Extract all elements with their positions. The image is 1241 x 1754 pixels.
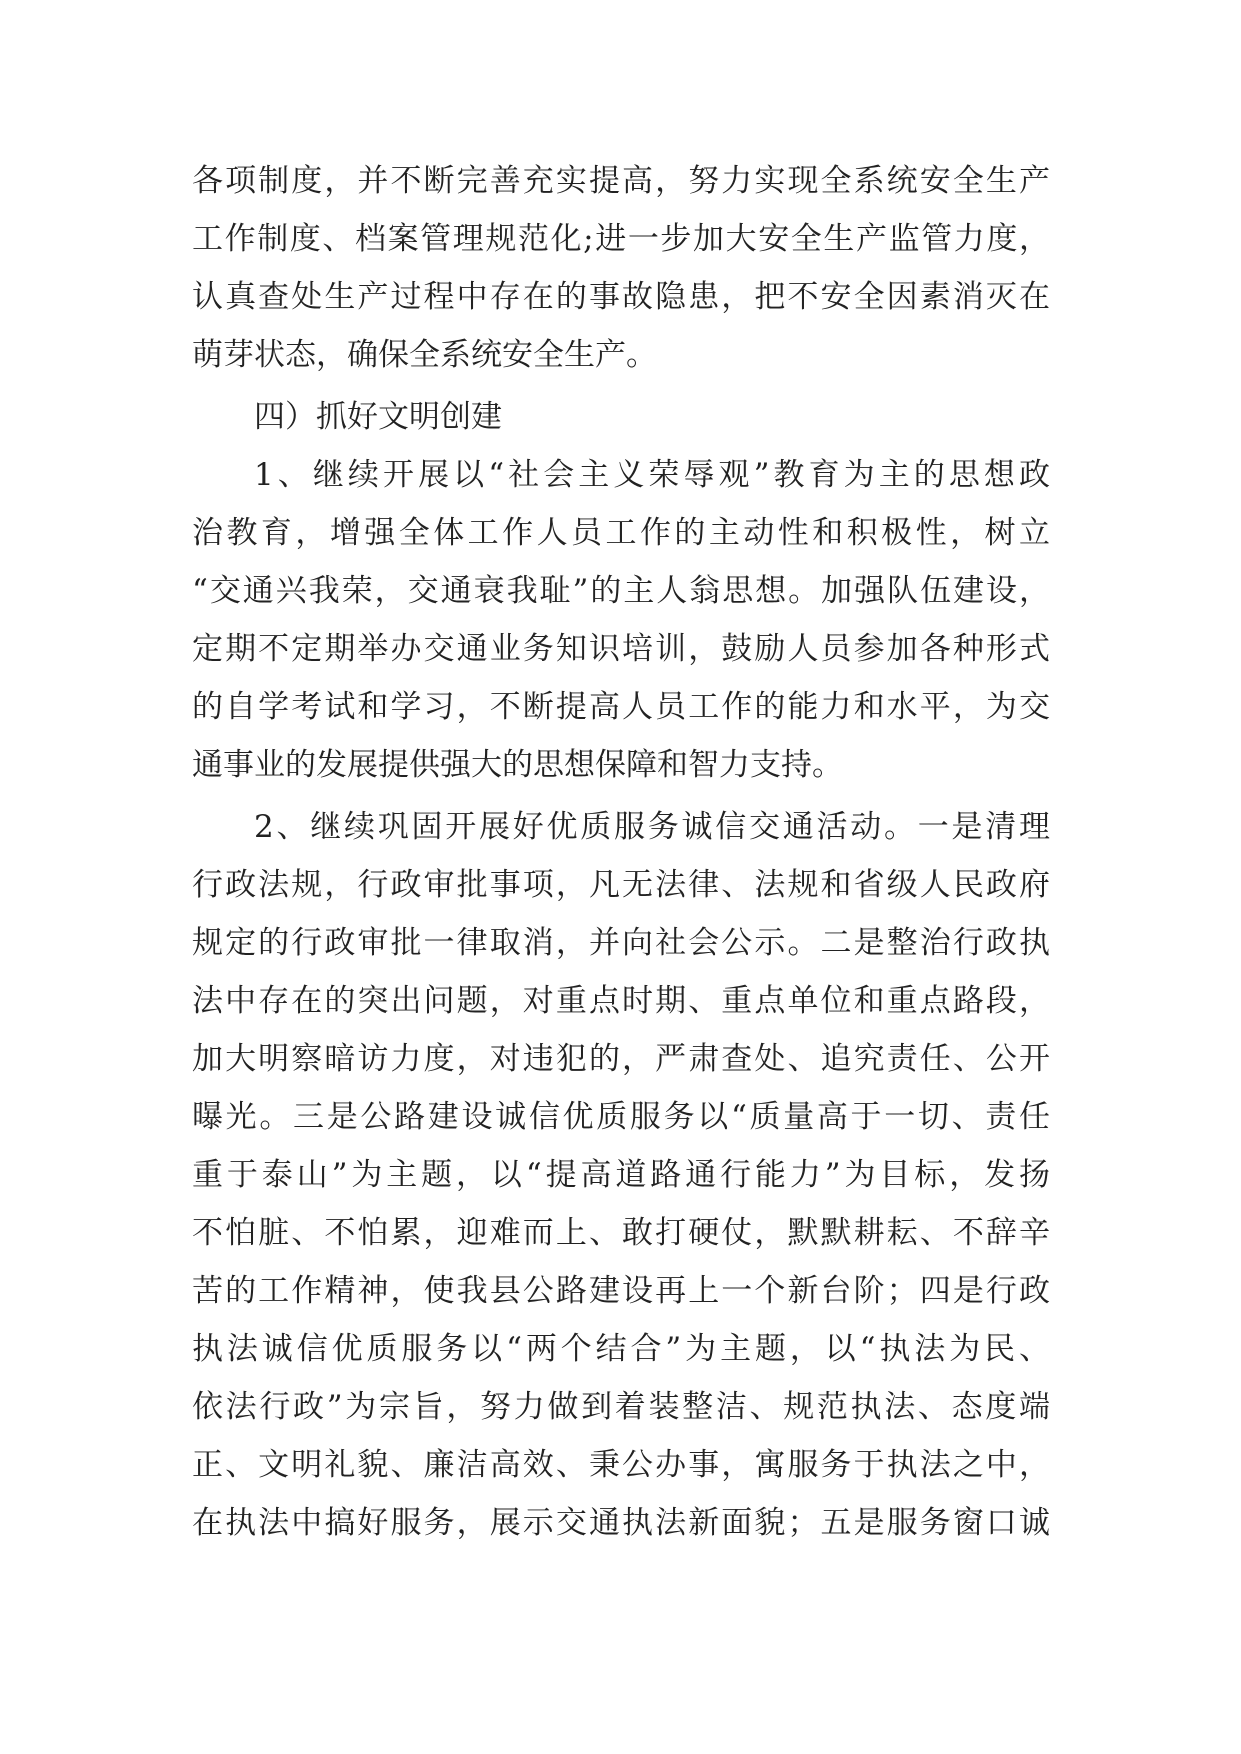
text-line: 规定的行政审批一律取消，并向社会公示。二是整治行政执 <box>192 925 1050 961</box>
text-line: 1、继续开展以“社会主义荣辱观”教育为主的思想政 <box>254 457 1050 493</box>
text-line: 不怕脏、不怕累，迎难而上、敢打硬仗，默默耕耘、不辞辛 <box>192 1215 1050 1251</box>
text-line: 的自学考试和学习，不断提高人员工作的能力和水平，为交 <box>192 689 1050 725</box>
text-line: 加大明察暗访力度，对违犯的，严肃查处、追究责任、公开 <box>192 1041 1050 1077</box>
text-line: 2、继续巩固开展好优质服务诚信交通活动。一是清理 <box>254 809 1050 845</box>
text-line: 萌芽状态，确保全系统安全生产。 <box>192 337 657 373</box>
text-line: 行政法规，行政审批事项，凡无法律、法规和省级人民政府 <box>192 867 1050 903</box>
text-line: “交通兴我荣，交通衰我耻”的主人翁思想。加强队伍建设， <box>192 573 1050 609</box>
text-line: 重于泰山”为主题，以“提高道路通行能力”为目标，发扬 <box>192 1157 1050 1193</box>
text-line: 依法行政”为宗旨，努力做到着装整洁、规范执法、态度端 <box>192 1389 1050 1425</box>
text-line: 在执法中搞好服务，展示交通执法新面貌；五是服务窗口诚 <box>192 1505 1050 1541</box>
text-line: 正、文明礼貌、廉洁高效、秉公办事，寓服务于执法之中， <box>192 1447 1050 1483</box>
text-line: 曝光。三是公路建设诚信优质服务以“质量高于一切、责任 <box>192 1099 1050 1135</box>
text-line: 各项制度，并不断完善充实提高，努力实现全系统安全生产 <box>192 163 1050 199</box>
text-line: 工作制度、档案管理规范化;进一步加大安全生产监管力度， <box>192 221 1050 257</box>
text-line: 法中存在的突出问题，对重点时期、重点单位和重点路段， <box>192 983 1050 1019</box>
text-line: 执法诚信优质服务以“两个结合”为主题，以“执法为民、 <box>192 1331 1050 1367</box>
text-line: 通事业的发展提供强大的思想保障和智力支持。 <box>192 747 843 783</box>
text-line: 认真查处生产过程中存在的事故隐患，把不安全因素消灭在 <box>192 279 1050 315</box>
text-line: 定期不定期举办交通业务知识培训，鼓励人员参加各种形式 <box>192 631 1050 667</box>
text-line: 苦的工作精神，使我县公路建设再上一个新台阶；四是行政 <box>192 1273 1050 1309</box>
text-line: 四）抓好文明创建 <box>254 399 502 435</box>
text-line: 治教育，增强全体工作人员工作的主动性和积极性，树立 <box>192 515 1050 551</box>
